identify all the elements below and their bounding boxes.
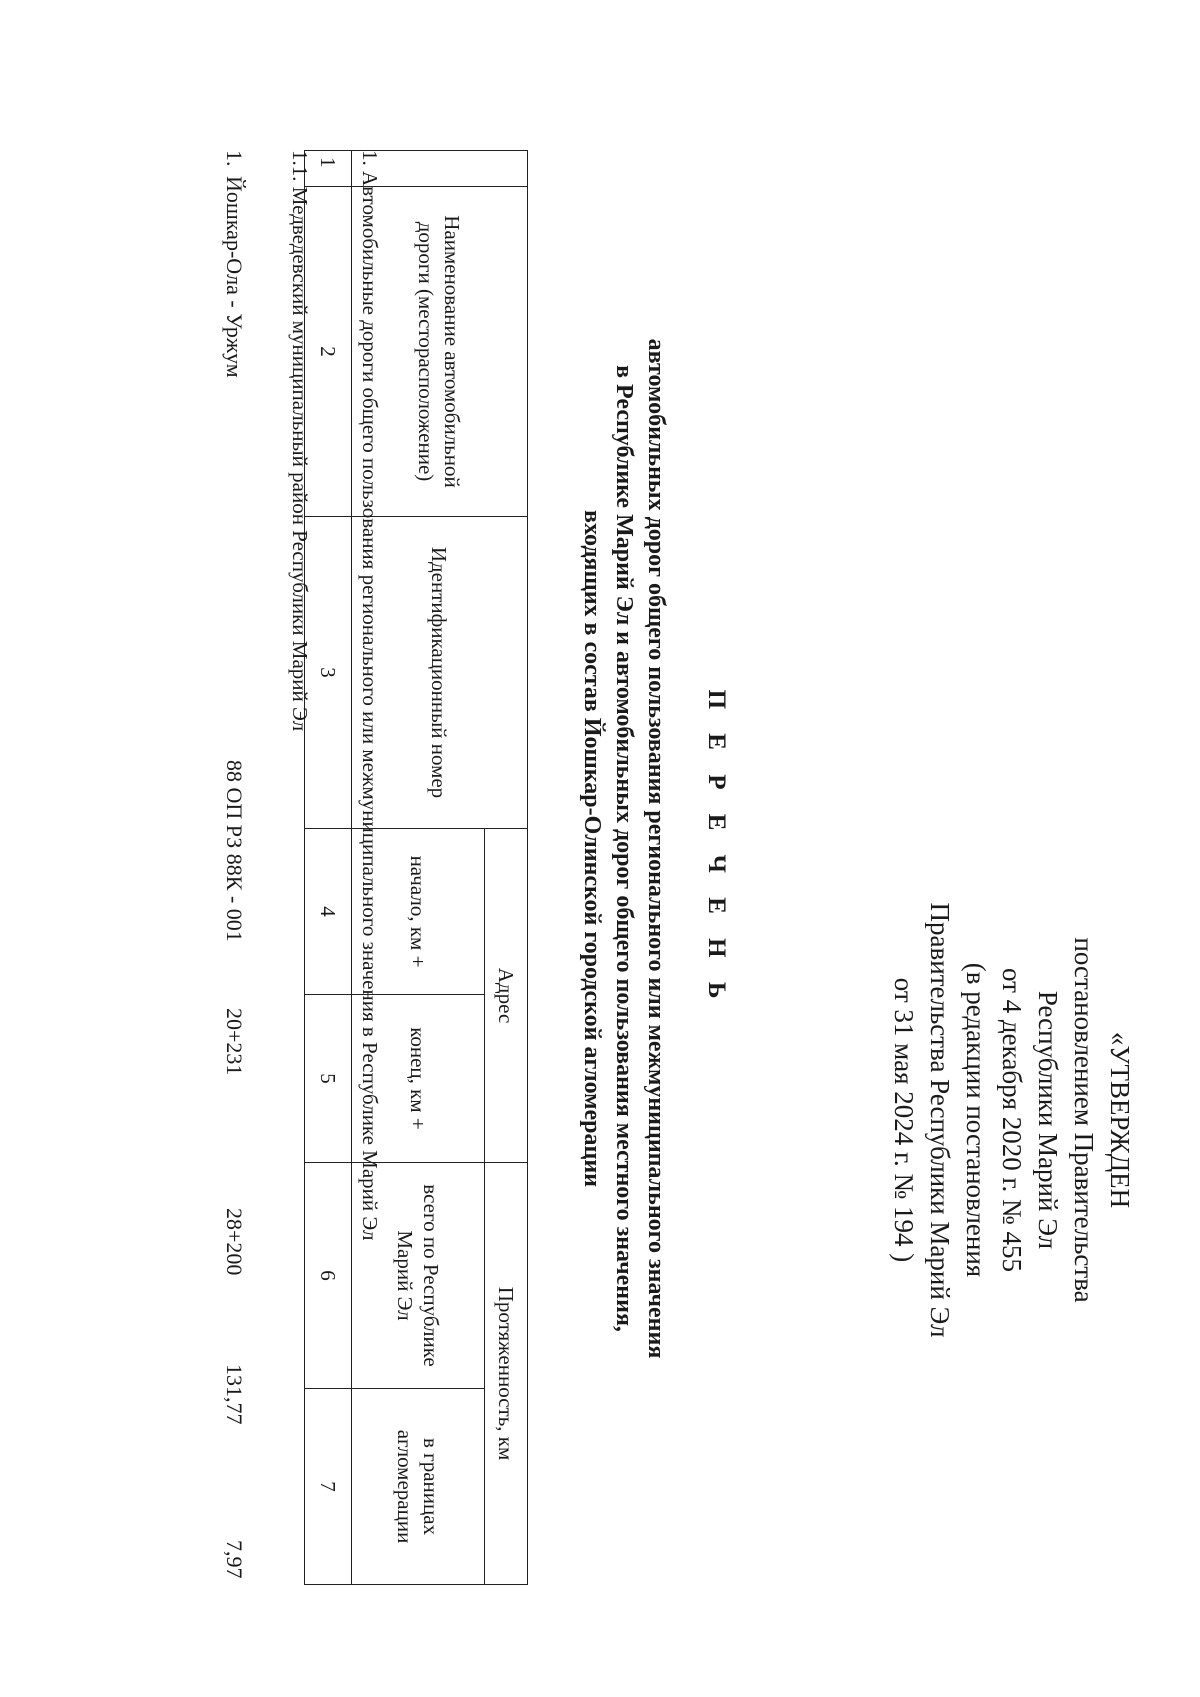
subsection-heading: 1.1. Медведевский муниципальный район Республики Марий Эл	[288, 150, 312, 732]
document-subtitle	[576, 0, 672, 1697]
header-start: начало, км +	[352, 829, 485, 995]
header-length: Протяженность, км	[485, 1163, 528, 1585]
header-road-name: Наименование автомобильной дороги (месторасположение)	[352, 187, 528, 517]
subtitle-line: автомобильных дорог общего пользования регионального или межмуниципального значения	[643, 338, 669, 1359]
approval-line: Республики Марий Эл	[1033, 990, 1063, 1250]
header-total: всего по Республике Марий Эл	[352, 1163, 485, 1389]
document-title: П Е Р Е Ч Е Н Ь	[703, 689, 730, 1008]
approval-line: «УТВЕРЖДЕН	[1105, 1031, 1135, 1209]
column-number: 4	[305, 829, 352, 995]
header-end: конец, км +	[352, 995, 485, 1163]
column-number: 2	[305, 187, 352, 517]
column-number: 1	[305, 151, 352, 187]
road-length-total: 131,77	[222, 1364, 247, 1425]
approval-line: (в редакции постановления	[961, 962, 991, 1278]
road-id-number: 88 ОП РЗ 88К - 001	[222, 760, 247, 942]
road-start: 20+231	[222, 1008, 247, 1076]
approval-line: от 4 декабря 2020 г. № 455	[997, 967, 1027, 1273]
approval-stamp	[886, 820, 1138, 1420]
roads-table-header	[304, 150, 528, 1585]
road-end: 28+200	[222, 1208, 247, 1276]
column-number: 7	[305, 1389, 352, 1585]
section-heading: 1. Автомобильные дороги общего пользования регионального или межмуниципального значения в Республике Марий Эл	[358, 150, 382, 1241]
header-address: Адрес	[485, 829, 528, 1163]
road-name: Йошкар-Ола - Уржум	[222, 176, 247, 378]
approval-line: постановлением Правительства	[1069, 937, 1099, 1303]
subtitle-line: в Республике Марий Эл и автомобильных дорог общего пользования местного значения,	[611, 365, 637, 1332]
row-number: 1.	[222, 150, 247, 167]
header-id-number: Идентификационный номер	[352, 517, 528, 829]
header-agglomeration: в границах агломерации	[352, 1389, 485, 1585]
approval-line: от 31 мая 2024 г. № 194 )	[889, 977, 919, 1263]
approval-line: Правительства Республики Марий Эл	[925, 902, 955, 1338]
column-number: 5	[305, 995, 352, 1163]
road-length-agglomeration: 7,97	[222, 1540, 247, 1579]
column-number: 6	[305, 1163, 352, 1389]
column-number: 3	[305, 517, 352, 829]
subtitle-line: входящих в состав Йошкар-Олинской городской агломерации	[579, 509, 605, 1187]
